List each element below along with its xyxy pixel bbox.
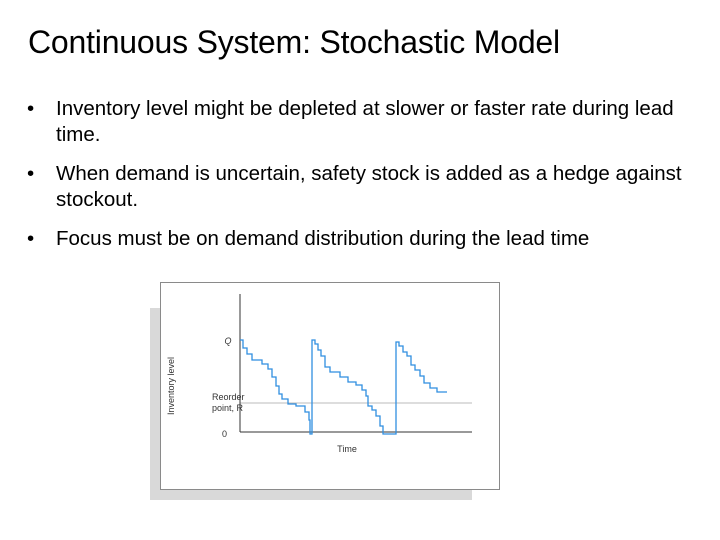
slide-title: Continuous System: Stochastic Model: [28, 24, 560, 60]
bullet-text: Focus must be on demand distribution during the lead time: [56, 227, 590, 250]
inventory-level-figure: [150, 282, 500, 502]
inventory-diagram: [160, 282, 500, 490]
bullet-text: Inventory level might be depleted at slower or faster rate during lead time.: [56, 97, 674, 146]
q-label: Q: [224, 336, 232, 346]
bullet-item: [27, 226, 707, 252]
bullet-list: [27, 96, 707, 265]
x-axis-label: Time: [337, 444, 357, 454]
bullet-item: [27, 96, 707, 148]
reorder-label-line2: point, R: [212, 403, 244, 413]
bullet-text: When demand is uncertain, safety stock is added as a hedge against stockout.: [56, 162, 682, 211]
bullet-dot: •: [27, 227, 35, 250]
bullet-dot: •: [27, 162, 35, 185]
bullet-dot: •: [27, 97, 35, 120]
inventory-level-line: [240, 340, 447, 434]
y-axis-label: Inventory level: [166, 356, 176, 416]
reorder-label-line1: Reorder: [212, 392, 245, 402]
zero-label: 0: [222, 429, 228, 439]
bullet-item: [27, 161, 707, 213]
